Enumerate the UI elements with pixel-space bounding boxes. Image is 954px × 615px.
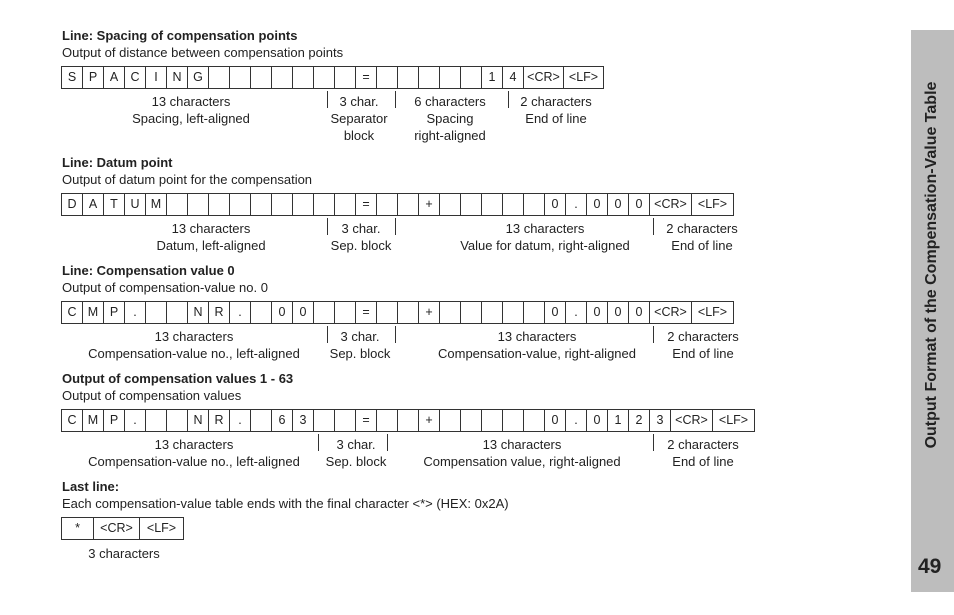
- caption-separator: [330, 93, 387, 144]
- char-cell: <LF>: [563, 66, 604, 89]
- char-cell: [418, 66, 440, 89]
- char-cell: [313, 66, 335, 89]
- caption-line: 3 characters: [88, 546, 160, 561]
- caption-value: [460, 220, 630, 254]
- char-cell: S: [61, 66, 83, 89]
- char-cell: [460, 409, 482, 432]
- char-cell: [481, 409, 503, 432]
- divider: [508, 91, 509, 108]
- char-cell: [376, 301, 398, 324]
- section-spacing-desc: Output of distance between compensation points: [62, 45, 344, 60]
- char-cell: 0: [628, 301, 650, 324]
- char-cell: .: [229, 301, 251, 324]
- section-datum-desc: Output of datum point for the compensation: [62, 172, 313, 187]
- divider: [395, 326, 396, 343]
- char-cell: [334, 409, 356, 432]
- char-cell: [250, 66, 272, 89]
- char-cell: M: [82, 409, 104, 432]
- char-cell: 6: [271, 409, 293, 432]
- char-cell: [523, 409, 545, 432]
- char-cell: +: [418, 193, 440, 216]
- caption-line: Sep. block: [325, 454, 387, 469]
- char-cell: C: [124, 66, 146, 89]
- caption-field-name: [156, 220, 265, 254]
- section-comp0-desc: Output of compensation-value no. 0: [62, 280, 268, 295]
- char-cell: [460, 301, 482, 324]
- caption-line: 6 characters: [414, 94, 486, 109]
- char-cell: A: [103, 66, 125, 89]
- caption-end-of-line: [667, 436, 739, 470]
- char-cell: <CR>: [649, 301, 692, 324]
- section-datum-title: Line: Datum point: [62, 155, 173, 170]
- caption-line: right-aligned: [414, 128, 486, 143]
- caption-line: 2 characters: [667, 329, 739, 344]
- caption-line: Compensation-value, right-aligned: [437, 346, 637, 361]
- caption-line: 13 characters: [505, 221, 585, 236]
- char-cell: [250, 409, 272, 432]
- char-cell: M: [145, 193, 167, 216]
- char-cell: [187, 193, 209, 216]
- char-cell: P: [82, 66, 104, 89]
- char-cell: [397, 66, 419, 89]
- char-cell: [166, 193, 188, 216]
- char-cell: [313, 301, 335, 324]
- page-number: 49: [918, 555, 942, 578]
- char-cell: M: [82, 301, 104, 324]
- section-comp-values-desc: Output of compensation values: [62, 388, 242, 403]
- char-cell: =: [355, 301, 377, 324]
- char-cell: [166, 301, 188, 324]
- caption-line: 3 char.: [340, 329, 380, 344]
- caption-line: Spacing: [426, 111, 474, 126]
- char-cell: R: [208, 409, 230, 432]
- char-cell: [271, 66, 293, 89]
- caption-line: Compensation-value no., left-aligned: [88, 454, 300, 469]
- caption-line: 3 char.: [339, 94, 379, 109]
- char-cell: [376, 66, 398, 89]
- char-cell: .: [565, 409, 587, 432]
- caption-end-of-line: [666, 220, 738, 254]
- caption-field-name: [88, 436, 300, 470]
- char-cell: [376, 193, 398, 216]
- char-cell: 2: [628, 409, 650, 432]
- section-last-line-title: Last line:: [62, 479, 120, 494]
- caption-line: Sep. block: [329, 346, 391, 361]
- char-cell: U: [124, 193, 146, 216]
- divider: [395, 91, 396, 108]
- caption-line: Spacing, left-aligned: [132, 111, 250, 126]
- char-cell: T: [103, 193, 125, 216]
- char-cell: <CR>: [670, 409, 713, 432]
- char-cell: 0: [544, 301, 566, 324]
- char-cell: I: [145, 66, 167, 89]
- char-cell: =: [355, 66, 377, 89]
- char-cell: [397, 193, 419, 216]
- char-cell: N: [187, 301, 209, 324]
- char-cell: 0: [586, 301, 608, 324]
- caption-line: End of line: [672, 346, 734, 361]
- caption-total: [88, 545, 160, 562]
- caption-field-name: [88, 328, 300, 362]
- char-cell: P: [103, 301, 125, 324]
- char-cell: [229, 193, 251, 216]
- char-cell: .: [124, 301, 146, 324]
- divider: [653, 326, 654, 343]
- sidebar-title: Output Format of the Compensation-Value Table: [923, 81, 940, 449]
- char-cell: =: [355, 409, 377, 432]
- caption-value: [414, 93, 486, 144]
- section-last-line-desc: Each compensation-value table ends with the final character <*> (HEX: 0x2A): [62, 496, 509, 511]
- char-cell: [439, 193, 461, 216]
- char-cell: 3: [292, 409, 314, 432]
- caption-separator: [326, 436, 387, 470]
- caption-line: Separator: [330, 111, 388, 126]
- char-cell: [145, 301, 167, 324]
- caption-line: Sep. block: [330, 238, 392, 253]
- char-cell: .: [565, 301, 587, 324]
- section-comp-values-title: Output of compensation values 1 - 63: [62, 371, 294, 386]
- char-cell: P: [103, 409, 125, 432]
- char-cell: [481, 301, 503, 324]
- divider: [387, 434, 388, 451]
- caption-line: 3 char.: [341, 221, 381, 236]
- char-cell: [145, 409, 167, 432]
- char-cell: <LF>: [139, 517, 184, 540]
- caption-separator: [330, 328, 391, 362]
- char-cell: C: [61, 409, 83, 432]
- char-cell: <CR>: [523, 66, 564, 89]
- char-cell: 0: [586, 409, 608, 432]
- char-cell: .: [124, 409, 146, 432]
- caption-end-of-line: [520, 93, 592, 127]
- char-cell: <LF>: [691, 301, 734, 324]
- caption-line: Value for datum, right-aligned: [460, 238, 630, 253]
- char-cell: [229, 66, 251, 89]
- divider: [653, 434, 654, 451]
- char-cell: [523, 301, 545, 324]
- char-cell: [397, 301, 419, 324]
- caption-line: End of line: [671, 238, 733, 253]
- char-cell: .: [565, 193, 587, 216]
- char-cell: 0: [628, 193, 650, 216]
- char-cell: [313, 193, 335, 216]
- char-cell: 0: [607, 193, 629, 216]
- caption-line: Datum, left-aligned: [156, 238, 266, 253]
- caption-line: 13 characters: [497, 329, 577, 344]
- char-cell: [250, 301, 272, 324]
- caption-line: 2 characters: [667, 437, 739, 452]
- char-cell: [439, 301, 461, 324]
- char-cell: [208, 66, 230, 89]
- caption-line: Compensation-value no., left-aligned: [88, 346, 300, 361]
- char-cell: [313, 409, 335, 432]
- char-cell: [271, 193, 293, 216]
- caption-line: block: [343, 128, 375, 143]
- char-cell: [397, 409, 419, 432]
- char-cell: [334, 193, 356, 216]
- char-cell: 0: [586, 193, 608, 216]
- divider: [327, 218, 328, 235]
- char-cell: 0: [271, 301, 293, 324]
- caption-line: 13 characters: [151, 94, 231, 109]
- char-cell: 0: [544, 409, 566, 432]
- caption-line: End of line: [672, 454, 734, 469]
- caption-line: 13 characters: [171, 221, 251, 236]
- divider: [395, 218, 396, 235]
- char-cell: D: [61, 193, 83, 216]
- caption-line: 2 characters: [520, 94, 592, 109]
- char-cell: [334, 66, 356, 89]
- caption-line: End of line: [525, 111, 587, 126]
- char-cell: 3: [649, 409, 671, 432]
- char-cell: [439, 66, 461, 89]
- char-cell: =: [355, 193, 377, 216]
- char-cell: [208, 193, 230, 216]
- char-cell: [292, 66, 314, 89]
- caption-line: 13 characters: [154, 437, 234, 452]
- char-cell: <LF>: [712, 409, 755, 432]
- char-cell: 0: [544, 193, 566, 216]
- char-cell: +: [418, 301, 440, 324]
- char-cell: [439, 409, 461, 432]
- caption-end-of-line: [667, 328, 739, 362]
- char-cell: 4: [502, 66, 524, 89]
- caption-value: [423, 436, 620, 470]
- char-cell: .: [229, 409, 251, 432]
- divider: [318, 434, 319, 451]
- caption-line: 13 characters: [154, 329, 234, 344]
- caption-value: [438, 328, 636, 362]
- char-cell: [502, 193, 524, 216]
- char-cell: 1: [607, 409, 629, 432]
- char-cell: [502, 409, 524, 432]
- char-cell: 0: [292, 301, 314, 324]
- char-cell: [523, 193, 545, 216]
- char-cell: *: [61, 517, 94, 540]
- caption-line: 3 char.: [336, 437, 376, 452]
- char-cell: [376, 409, 398, 432]
- char-cell: [250, 193, 272, 216]
- caption-line: 2 characters: [666, 221, 738, 236]
- section-spacing-title: Line: Spacing of compensation points: [62, 28, 298, 43]
- divider: [327, 91, 328, 108]
- char-cell: [481, 193, 503, 216]
- divider: [653, 218, 654, 235]
- char-cell: [502, 301, 524, 324]
- char-cell: R: [208, 301, 230, 324]
- char-cell: [166, 409, 188, 432]
- char-cell: 0: [607, 301, 629, 324]
- divider: [327, 326, 328, 343]
- caption-line: Compensation value, right-aligned: [423, 454, 621, 469]
- char-cell: [292, 193, 314, 216]
- char-cell: [334, 301, 356, 324]
- section-comp0-title: Line: Compensation value 0: [62, 263, 235, 278]
- char-cell: C: [61, 301, 83, 324]
- char-cell: N: [187, 409, 209, 432]
- char-cell: [460, 193, 482, 216]
- caption-field-name: [132, 93, 250, 127]
- char-cell: [460, 66, 482, 89]
- char-cell: <CR>: [649, 193, 692, 216]
- char-cell: <CR>: [93, 517, 140, 540]
- caption-separator: [331, 220, 392, 254]
- caption-line: 13 characters: [482, 437, 562, 452]
- char-cell: N: [166, 66, 188, 89]
- char-cell: A: [82, 193, 104, 216]
- char-cell: G: [187, 66, 209, 89]
- char-cell: 1: [481, 66, 503, 89]
- char-cell: <LF>: [691, 193, 734, 216]
- char-cell: +: [418, 409, 440, 432]
